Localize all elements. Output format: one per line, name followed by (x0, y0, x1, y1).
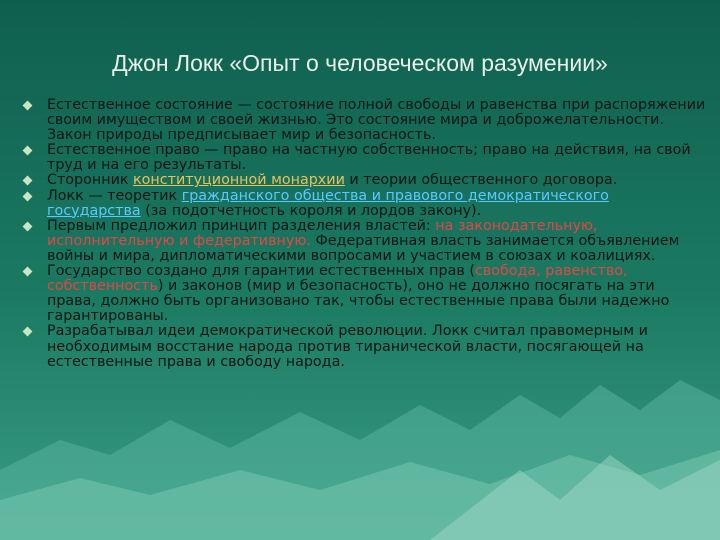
hyperlink[interactable]: гражданского общества и правового демократического государства (47, 187, 609, 219)
diamond-bullet-icon (23, 221, 33, 231)
highlighted-text: на законодательную, исполнительную и федеративную. (47, 217, 598, 249)
bullet-item (22, 324, 707, 369)
highlighted-text: свобода, равенство, собственность (47, 263, 628, 295)
bullet-text: ) и законов (мир и безопасность), оно не должно посягать на эти права, должно быть организовано так, чтобы естественные права были надежно гарантированы. (47, 278, 670, 325)
slide-title: Джон Локк «Опыт о человеческом разумении» (112, 50, 608, 76)
bullet-text: Первым предложил принцип разделения властей: (47, 217, 436, 234)
bullet-item (22, 143, 707, 173)
bullet-text: и теории общественного договора. (344, 172, 618, 189)
bullet-item (22, 219, 707, 264)
diamond-bullet-icon (23, 176, 33, 186)
diamond-bullet-icon (23, 146, 33, 156)
bullet-text: Локк — теоретик (47, 187, 182, 204)
bullet-text: Естественное право — право на частную собственность; право на действия, на свой труд и на его результаты. (47, 142, 691, 174)
diamond-bullet-icon (23, 191, 33, 201)
bullet-text: (за подотчетность короля и лордов закону). (140, 202, 482, 219)
diamond-bullet-icon (23, 101, 33, 111)
hyperlink[interactable]: конституционной монархии (133, 172, 345, 189)
bullet-item (22, 264, 707, 324)
bullet-text: Федеративная власть занимается объявлением войны и мира, дипломатическими вопросами и участием в союзах и коалициях. (47, 232, 680, 264)
bullet-item (22, 189, 707, 219)
diamond-bullet-icon (23, 327, 33, 337)
bullet-item (22, 173, 707, 188)
bullet-list (22, 98, 707, 370)
diamond-bullet-icon (23, 267, 33, 277)
bullet-text: Сторонник (47, 172, 134, 189)
bullet-text: Государство создано для гарантии естественных прав ( (47, 263, 475, 280)
bullet-item (22, 98, 707, 143)
bullet-text: Разрабатывал идеи демократической революции. Локк считал правомерным и необходимым восстание народа против тиранической власти, посягающей на естественные права и свободу народа. (47, 323, 648, 370)
bullet-text: Естественное состояние — состояние полной свободы и равенства при распоряжении своим имуществом и своей жизнью. Это состояние мира и доброжелательности. Закон природы предписывает мир и безопасность. (47, 97, 706, 144)
